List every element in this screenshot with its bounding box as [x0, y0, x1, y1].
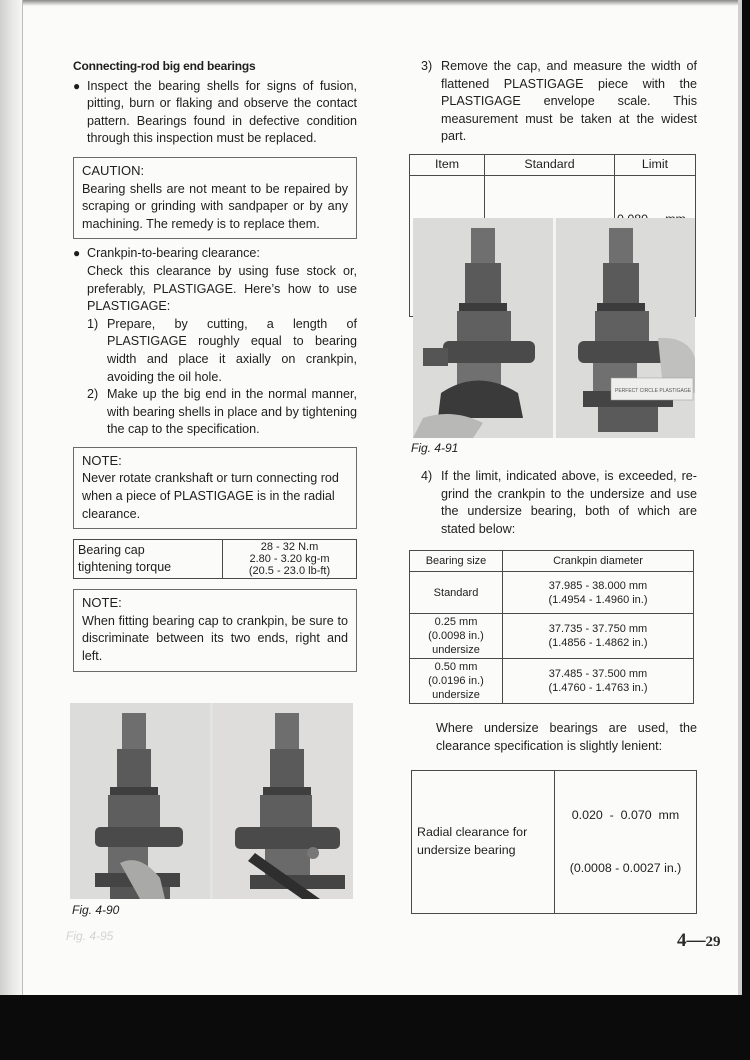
crankpin-diameter-cell	[503, 659, 694, 704]
table-row	[74, 540, 357, 579]
value-line: (0.0008 - 0.0027 in.)	[569, 860, 682, 875]
show-through-caption: Fig. 4-95	[66, 929, 114, 943]
cell-line: undersize	[432, 689, 480, 702]
column-header: Crankpin diameter	[503, 551, 694, 572]
caution-box	[73, 157, 357, 239]
step-number: 1)	[87, 316, 99, 331]
step-1	[87, 316, 357, 386]
figure-4-90-photo	[70, 703, 353, 899]
bullet-text: Check this clearance by using fuse stock or, preferably, PLASTIGAGE. Here’s how to use PLASTIGAGE:	[87, 263, 357, 314]
value-line: 2.80 - 3.20 kg-m	[249, 553, 330, 566]
step-text: Remove the cap, and measure the width of flattened PLASTIGAGE piece with the PLASTIGAGE envelope scale. This measurement must be taken at the widest part.	[441, 59, 697, 144]
step-number: 3)	[421, 59, 433, 73]
bearing-size-cell	[410, 659, 503, 704]
label-line: tightening torque	[78, 560, 172, 575]
torque-value	[223, 540, 357, 579]
step-number: 2)	[87, 387, 99, 402]
torque-table	[73, 539, 357, 579]
column-header: Bearing size	[410, 551, 503, 572]
binding-gutter	[0, 0, 22, 995]
table-row	[410, 572, 694, 614]
caution-title: CAUTION:	[82, 162, 145, 178]
value-line: (20.5 - 23.0 lb-ft)	[248, 565, 331, 578]
crankpin-diameter-cell	[503, 614, 694, 659]
step-4	[421, 468, 697, 538]
column-header: Item	[410, 154, 485, 175]
value-line: 0.020 - 0.070 mm	[571, 807, 680, 822]
label-line: Radial clearance for	[417, 825, 528, 840]
radial-label	[412, 770, 555, 914]
figure-4-91-photo	[413, 218, 695, 438]
cell-line: 0.25 mm	[434, 616, 478, 629]
cell-line: 0.50 mm	[434, 661, 478, 674]
gutter-edge-line	[22, 0, 23, 995]
page-number	[677, 930, 721, 952]
cell-line: (1.4760 - 1.4763 in.)	[548, 682, 648, 695]
bullet-dot-icon: ●	[73, 78, 81, 93]
page-count: 29	[705, 934, 721, 950]
bearing-size-cell	[410, 614, 503, 659]
page-right-edge	[738, 0, 742, 995]
plastigage-photo-illustration	[413, 218, 695, 438]
caution-text: Bearing shells are not meant to be repaired by scraping or grinding with sandpaper or by any machining. The remedy is to replace them.	[82, 181, 348, 231]
note-box	[73, 589, 357, 671]
table-row	[410, 659, 694, 704]
value-line: 28 - 32 N.m	[260, 541, 319, 554]
cell-line: 37.735 - 37.750 mm	[548, 623, 648, 636]
step-2	[87, 386, 357, 439]
cell-line: (1.4954 - 1.4960 in.)	[548, 593, 648, 606]
page-dash: —	[686, 930, 706, 951]
undersize-note: Where undersize bearings are used, the clearance specification is slightly lenient:	[436, 721, 697, 753]
bearing-size-cell	[410, 572, 503, 614]
gauge-label: PERFECT CIRCLE PLASTIGAGE	[615, 388, 692, 394]
table-header-row	[410, 551, 694, 572]
note-title: NOTE:	[82, 452, 122, 468]
note-title: NOTE:	[82, 595, 122, 611]
radial-clearance-table	[411, 770, 697, 915]
right-column-lower	[409, 468, 697, 914]
step-text: Make up the big end in the normal manner, with bearing shells in place and by tightening the cap to the specification.	[107, 387, 357, 437]
note-text: Never rotate crankshaft or turn connecting rod when a piece of PLASTIGAGE is in the radial clearance.	[82, 471, 339, 521]
note-box	[73, 447, 357, 529]
bullet-text: Inspect the bearing shells for signs of fusion, pitting, burn or flaking and observe the contact pattern. Bearings found in defective condition through this inspection must be replaced.	[87, 78, 357, 146]
figure-caption: Fig. 4-91	[411, 441, 459, 455]
cell-line: (0.0196 in.)	[428, 675, 484, 688]
radial-value	[555, 770, 697, 914]
step-text: If the limit, indicated above, is exceeded, re-grind the crankpin to the undersize and use the undersize bearing, both of which are stated below:	[441, 469, 697, 536]
section-heading: Connecting-rod big end bearings	[73, 59, 256, 73]
cell-line: (0.0098 in.)	[428, 630, 484, 643]
cell-line: 37.485 - 37.500 mm	[548, 668, 648, 681]
cell-line: Standard	[433, 586, 479, 599]
cell-line: (1.4856 - 1.4862 in.)	[548, 637, 648, 650]
label-line: Bearing cap	[78, 542, 145, 557]
step-text: Prepare, by cutting, a length of PLASTIGAGE roughly equal to bearing width and place it axially on crankpin, avoiding the oil hole.	[107, 316, 357, 384]
figure-caption: Fig. 4-90	[72, 903, 120, 917]
table-row	[412, 770, 697, 914]
step-3	[421, 58, 697, 146]
crankshaft-photo-illustration	[70, 703, 353, 899]
crankpin-diameter-cell	[503, 572, 694, 614]
column-header: Standard	[485, 154, 615, 175]
step-number: 4)	[421, 469, 433, 483]
bullet-clearance	[73, 245, 357, 439]
note-text: When fitting bearing cap to crankpin, be sure to discriminate between its two ends, right and left.	[82, 613, 348, 664]
bearing-size-table	[409, 550, 694, 704]
label-line: undersize bearing	[417, 842, 516, 857]
left-column	[73, 58, 357, 678]
table-header-row	[410, 154, 696, 175]
bullet-dot-icon: ●	[73, 246, 81, 261]
bullet-inspect	[73, 78, 357, 148]
column-header: Limit	[615, 154, 696, 175]
cell-line: 37.985 - 38.000 mm	[548, 579, 648, 592]
cell-line: undersize	[432, 644, 480, 657]
scan-top-shadow	[0, 0, 742, 6]
chapter-number: 4	[677, 930, 687, 951]
bullet-title: Crankpin-to-bearing clearance:	[87, 246, 260, 261]
torque-label	[74, 540, 223, 579]
table-row	[410, 614, 694, 659]
